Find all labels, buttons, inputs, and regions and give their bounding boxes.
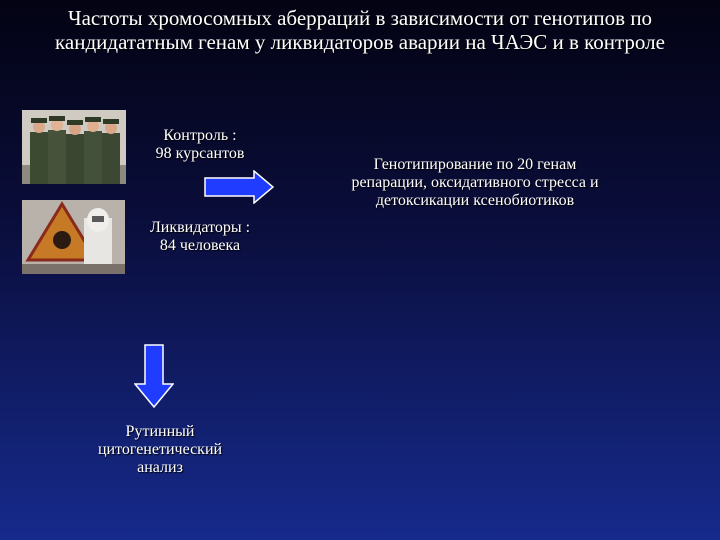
liquidators-photo-image: [22, 200, 125, 274]
liquidators-photo: [22, 200, 125, 274]
genotyping-line-2: репарации, оксидативного стресса и: [351, 174, 599, 191]
control-group-count: 98 курсантов: [155, 145, 245, 162]
cytogenetic-analysis-label: [60, 423, 260, 477]
genotyping-line-3: детоксикации ксенобиотиков: [375, 192, 575, 209]
liquidators-group-label: [140, 219, 260, 255]
control-group-label: [140, 127, 260, 163]
cadets-photo: [22, 110, 126, 184]
cytogenetic-line-3: анализ: [137, 459, 183, 476]
cadets-photo-image: [22, 110, 126, 184]
liquidators-group-title: Ликвидаторы :: [149, 219, 251, 236]
control-group-title: Контроль :: [163, 127, 237, 144]
genotyping-label: [300, 156, 650, 210]
cytogenetic-line-1: Рутинный: [125, 423, 195, 440]
slide-title-line-1: Частоты хромосомных аберраций в зависимости от генотипов по: [67, 6, 653, 30]
cytogenetic-line-2: цитогенетический: [97, 441, 223, 458]
slide-title: [0, 6, 720, 54]
arrow-down-icon: [134, 344, 174, 408]
liquidators-group-count: 84 человека: [159, 237, 241, 254]
arrow-right-icon: [204, 170, 274, 204]
genotyping-line-1: Генотипирование по 20 генам: [373, 156, 577, 173]
slide-title-line-2: кандидататным генам у ликвидаторов аварии на ЧАЭС и в контроле: [55, 30, 665, 54]
